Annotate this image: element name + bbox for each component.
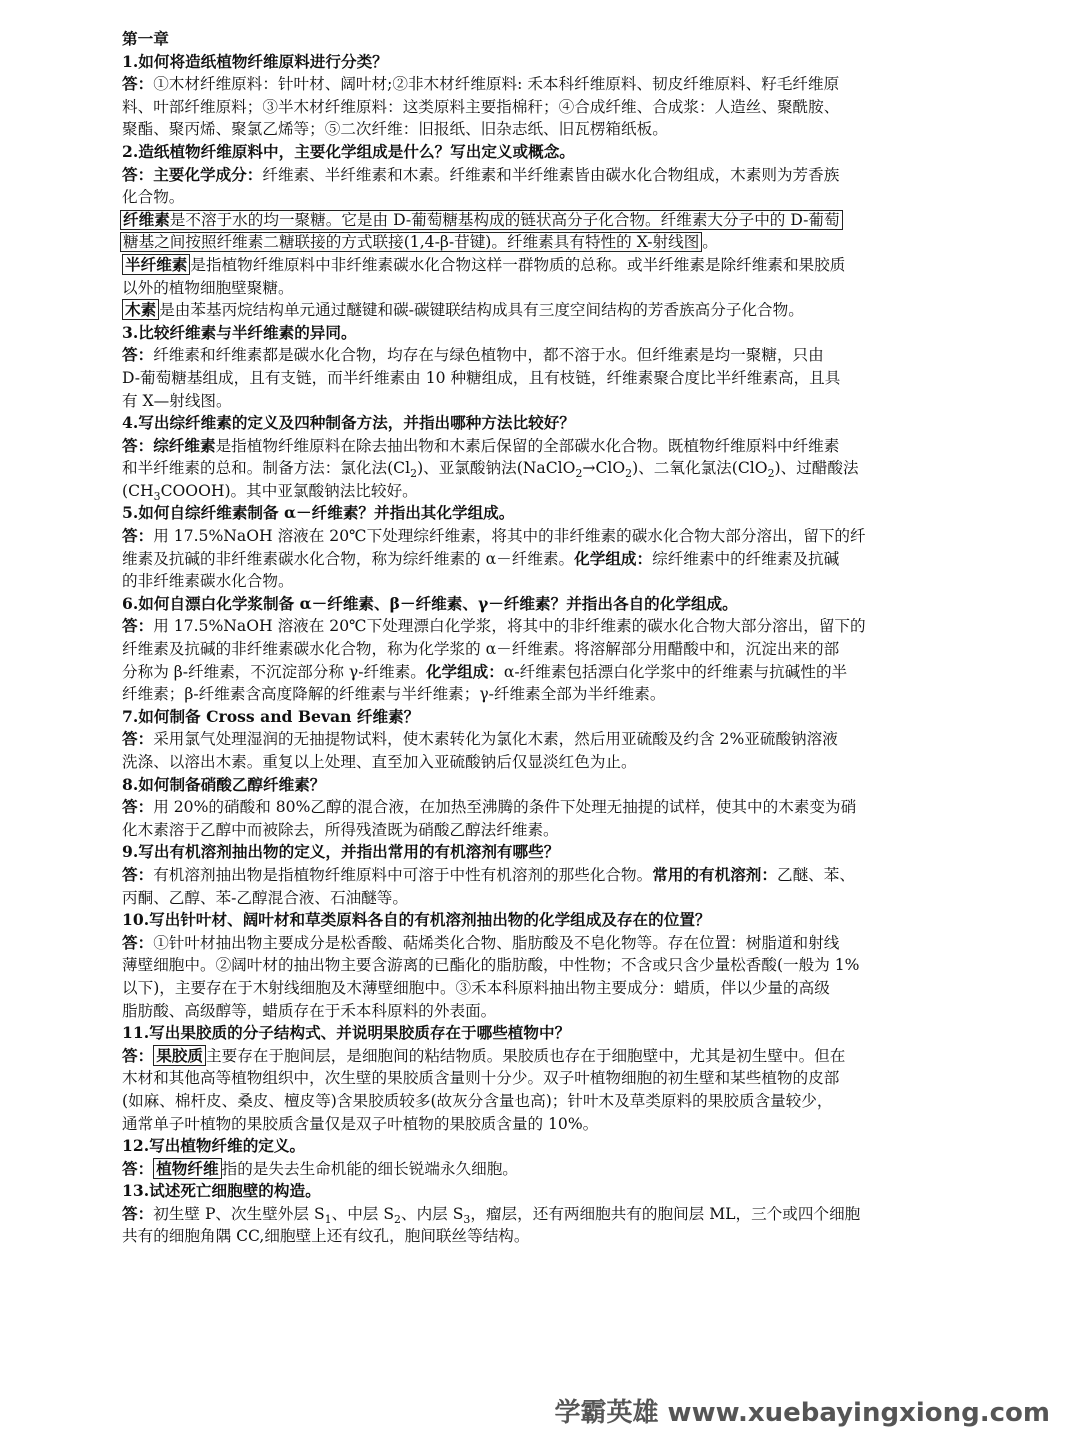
document-body bbox=[122, 28, 964, 1248]
chapter-title: 第一章 bbox=[122, 29, 169, 48]
term-lignin: 木素 bbox=[122, 299, 159, 320]
question-2: 2.造纸植物纤维原料中，主要化学组成是什么？写出定义或概念。 bbox=[122, 141, 575, 161]
question-1: 1.如何将造纸植物纤维原料进行分类？ bbox=[122, 51, 388, 71]
question-10: 10.写出针叶材、阔叶材和草类原料各自的有机溶剂抽出物的化学组成及存在的位置？ bbox=[122, 910, 711, 930]
answer-11-line-1 bbox=[122, 1045, 964, 1068]
answer-1-line-1 bbox=[122, 73, 964, 96]
answer-4-line-1 bbox=[122, 435, 964, 458]
answer-text: 初生壁 P、次生壁外层 S bbox=[153, 1204, 325, 1223]
answer-text: (CH bbox=[122, 481, 154, 500]
answer-11-line-4: 通常单子叶植物的果胶质含量仅是双子叶植物的果胶质含量的 10%。 bbox=[122, 1114, 599, 1133]
hemicellulose-definition-line-1 bbox=[122, 254, 964, 277]
subscript: 2 bbox=[625, 467, 633, 481]
answer-2-line-1 bbox=[122, 164, 964, 187]
answer-text: 和半纤维素的总和。制备方法：氯化法(Cl bbox=[122, 459, 411, 478]
answer-text: 乙醚、苯、 bbox=[776, 865, 855, 884]
answer-6-line-4: 纤维素；β-纤维素含高度降解的纤维素与半纤维素；γ-纤维素全部为半纤维素。 bbox=[122, 685, 666, 704]
answer-text: 用 20%的硝酸和 80%乙醇的混合液，在加热至沸腾的条件下处理无抽提的试样，使其中的木素变为硝 bbox=[153, 798, 857, 817]
answer-13-line-2: 共有的细胞角隅 CC,细胞壁上还有纹孔，胞间联丝等结构。 bbox=[122, 1227, 530, 1246]
question-5: 5.如何自综纤维素制备 α－纤维素？并指出其化学组成。 bbox=[122, 503, 515, 523]
answer-label: 答： bbox=[122, 932, 154, 952]
answer-1-line-2: 料、叶部纤维原料；③半木材纤维原料：这类原料主要指棉秆；④合成纤维、合成浆：人造丝、聚酰胺、 bbox=[122, 97, 840, 116]
answer-6-line-2: 纤维素及抗碱的非纤维素碳水化合物，称为化学浆的 α－纤维素。将溶解部分用醋酸中和，沉淀出来的部 bbox=[122, 640, 840, 659]
cellulose-text: 糖基之间按照纤维素二糖联接的方式联接(1,4-β-苷键)。纤维素具有特性的 X-射线图 bbox=[123, 233, 700, 252]
answer-13-line-1 bbox=[122, 1203, 964, 1226]
answer-text: 采用氯气处理湿润的无抽提物试料，使木素转化为氯化木素，然后用亚硫酸及约含 2%亚硫酸钠溶液 bbox=[153, 730, 838, 749]
answer-9-line-2: 丙酮、乙醇、苯-乙醇混合液、石油醚等。 bbox=[122, 888, 408, 907]
answer-12-line-1 bbox=[122, 1158, 964, 1181]
answer-7-line-1 bbox=[122, 728, 964, 751]
answer-label: 答： bbox=[122, 1158, 154, 1178]
answer-text: 用 17.5%NaOH 溶液在 20℃下处理漂白化学浆，将其中的非纤维素的碳水化合物大部分溶出，留下的 bbox=[153, 617, 866, 636]
answer-10-line-2: 薄壁细胞中。②阔叶材的抽出物主要含游离的已酯化的脂肪酸，中性物；不含或只含少量松香酸(一般为 1% bbox=[122, 956, 860, 975]
question-7: 7.如何制备 Cross and Bevan 纤维素？ bbox=[122, 706, 420, 726]
cellulose-text: 是不溶于水的均一聚糖。它是由 D-葡萄糖基构成的链状高分子化合物。纤维素大分子中的 D-葡萄 bbox=[169, 210, 840, 229]
answer-label: 答：综纤维素 bbox=[122, 435, 216, 455]
answer-5-line-3: 的非纤维素碳水化合物。 bbox=[122, 572, 294, 591]
answer-text: )、过醋酸法 bbox=[774, 459, 859, 478]
answer-label: 答： bbox=[122, 1045, 154, 1065]
question-12: 12.写出植物纤维的定义。 bbox=[122, 1136, 306, 1156]
answer-text: 纤维素、半纤维素和木素。纤维素和半纤维素皆由碳水化合物组成，木素则为芳香族 bbox=[262, 165, 840, 184]
subscript: 2 bbox=[394, 1212, 401, 1226]
answer-text: 有机溶剂抽出物是指植物纤维原料中可溶于中性有机溶剂的那些化合物。 bbox=[153, 865, 653, 884]
answer-10-line-3: 以下)，主要存在于木射线细胞及木薄壁细胞中。③禾本科原料抽出物主要成分：蜡质，伴以少量的高级 bbox=[122, 978, 830, 997]
question-6: 6.如何自漂白化学浆制备 α－纤维素、β－纤维素、γ－纤维素？并指出各自的化学组成。 bbox=[122, 593, 738, 613]
answer-10-line-1 bbox=[122, 932, 964, 955]
answer-1-line-3: 聚酯、聚丙烯、聚氯乙烯等；⑤二次纤维：旧报纸、旧杂志纸、旧瓦楞箱纸板。 bbox=[122, 120, 668, 139]
answer-label: 答： bbox=[122, 616, 154, 636]
question-11: 11.写出果胶质的分子结构式、并说明果胶质存在于哪些植物中？ bbox=[122, 1023, 571, 1043]
cellulose-definition-line-2 bbox=[122, 231, 964, 254]
answer-text: ①木材纤维原料：针叶材、阔叶材;②非木材纤维原料: 禾本科纤维原料、韧皮纤维原料、籽毛纤维原 bbox=[153, 75, 840, 94]
answer-text: 维素及抗碱的非纤维素碳水化合物，称为综纤维素的 α－纤维素。 bbox=[122, 549, 575, 568]
answer-6-line-1 bbox=[122, 615, 964, 638]
answer-9-line-1 bbox=[122, 864, 964, 887]
answer-10-line-4: 脂肪酸、高级醇等，蜡质存在于禾本科原料的外表面。 bbox=[122, 1001, 497, 1020]
term-pectin: 果胶质 bbox=[153, 1045, 206, 1066]
answer-label: 答：主要化学成分： bbox=[122, 164, 263, 184]
answer-5-line-2 bbox=[122, 548, 964, 571]
answer-11-line-2: 木材和其他高等植物组织中，次生壁的果胶质含量则十分少。双子叶植物细胞的初生壁和某些植物的皮部 bbox=[122, 1069, 840, 1088]
answer-text: 主要存在于胞间层，是细胞间的粘结物质。果胶质也存在于细胞壁中，尤其是初生壁中。但在 bbox=[206, 1046, 846, 1065]
hemicellulose-definition-line-2: 以外的植物细胞壁聚糖。 bbox=[122, 278, 294, 297]
answer-text: 综纤维素中的纤维素及抗碱 bbox=[652, 549, 840, 568]
chemical-composition-label: 化学组成： bbox=[574, 548, 653, 568]
answer-text: 纤维素和纤维素都是碳水化合物，均存在与绿色植物中，都不溶于水。但纤维素是均一聚糖，只由 bbox=[153, 346, 824, 365]
answer-label: 答： bbox=[122, 526, 154, 546]
answer-4-line-2 bbox=[122, 457, 964, 480]
question-8: 8.如何制备硝酸乙醇纤维素？ bbox=[122, 774, 326, 794]
answer-text: )、亚氯酸钠法(NaClO bbox=[417, 459, 576, 478]
question-13: 13.试述死亡细胞壁的构造。 bbox=[122, 1181, 321, 1201]
subscript: 3 bbox=[463, 1212, 471, 1226]
term-hemicellulose: 半纤维素 bbox=[122, 254, 190, 275]
answer-text: 、内层 S bbox=[400, 1204, 464, 1223]
answer-3-line-1 bbox=[122, 344, 964, 367]
answer-label: 答： bbox=[122, 797, 154, 817]
answer-text: →ClO bbox=[582, 459, 626, 478]
answer-label: 答： bbox=[122, 1203, 154, 1223]
subscript: 2 bbox=[410, 467, 418, 481]
answer-text: 指的是失去生命机能的细长锐端永久细胞。 bbox=[221, 1159, 518, 1178]
answer-text: 是指植物纤维原料在除去抽出物和木素后保留的全部碳水化合物。既植物纤维原料中纤维素 bbox=[215, 436, 840, 455]
subscript: 2 bbox=[767, 467, 775, 481]
term-plant-fiber: 植物纤维 bbox=[153, 1158, 221, 1179]
answer-text: 、中层 S bbox=[331, 1204, 395, 1223]
site-watermark: 学霸英雄 www.xuebayingxiong.com bbox=[554, 1398, 1050, 1428]
answer-6-line-3 bbox=[122, 661, 964, 684]
cellulose-definition-box bbox=[120, 232, 702, 252]
answer-text: ①针叶材抽出物主要成分是松香酸、萜烯类化合物、脂肪酸及不皂化物等。存在位置：树脂道和射线 bbox=[153, 933, 840, 952]
answer-text: 分称为 β-纤维素，不沉淀部分称 γ-纤维素。 bbox=[122, 662, 426, 681]
answer-label: 答： bbox=[122, 729, 154, 749]
answer-text: α-纤维素包括漂白化学浆中的纤维素与抗碱性的半 bbox=[503, 662, 848, 681]
answer-8-line-1 bbox=[122, 796, 964, 819]
hemicellulose-text: 是指植物纤维原料中非纤维素碳水化合物这样一群物质的总称。或半纤维素是除纤维素和果胶质 bbox=[190, 255, 846, 274]
common-solvents-label: 常用的有机溶剂： bbox=[652, 864, 777, 884]
answer-4-line-3 bbox=[122, 480, 964, 503]
answer-label: 答： bbox=[122, 864, 154, 884]
subscript: 3 bbox=[153, 489, 161, 503]
question-9: 9.写出有机溶剂抽出物的定义，并指出常用的有机溶剂有哪些？ bbox=[122, 842, 560, 862]
question-3: 3.比较纤维素与半纤维素的异同。 bbox=[122, 322, 357, 342]
answer-text: ，瘤层，还有两细胞共有的胞间层 ML，三个或四个细胞 bbox=[470, 1204, 861, 1223]
answer-text: 用 17.5%NaOH 溶液在 20℃下处理综纤维素，将其中的非纤维素的碳水化合物大部分溶出，留下的纤 bbox=[153, 527, 866, 546]
subscript: 1 bbox=[324, 1212, 332, 1226]
answer-8-line-2: 化木素溶于乙醇中而被除去，所得残渣既为硝酸乙醇法纤维素。 bbox=[122, 820, 559, 839]
answer-2-line-2: 化合物。 bbox=[122, 188, 185, 207]
lignin-text: 是由苯基丙烷结构单元通过醚键和碳-碳键联结构成具有三度空间结构的芳香族高分子化合物。 bbox=[159, 301, 804, 320]
question-4: 4.写出综纤维素的定义及四种制备方法，并指出哪种方法比较好？ bbox=[122, 413, 575, 433]
subscript: 2 bbox=[575, 467, 583, 481]
answer-label: 答： bbox=[122, 345, 154, 365]
answer-label: 答： bbox=[122, 74, 154, 94]
answer-3-line-3: 有 X—射线图。 bbox=[122, 391, 232, 410]
punctuation: 。 bbox=[702, 233, 718, 252]
answer-11-line-3: (如麻、棉杆皮、桑皮、檀皮等)含果胶质较多(故灰分含量也高)；针叶木及草类原料的果胶质含量较少， bbox=[122, 1091, 833, 1110]
cellulose-definition-line-1 bbox=[122, 209, 964, 232]
answer-3-line-2: D-葡萄糖基组成，且有支链，而半纤维素由 10 种糖组成，且有枝链，纤维素聚合度比半纤维素高，且具 bbox=[122, 368, 841, 387]
term-cellulose: 纤维素 bbox=[123, 209, 170, 229]
lignin-definition bbox=[122, 299, 964, 322]
cellulose-definition-box bbox=[120, 210, 843, 230]
answer-7-line-2: 洗涤、以溶出木素。重复以上处理、直至加入亚硫酸钠后仅显淡红色为止。 bbox=[122, 753, 637, 771]
answer-text: )、二氧化氯法(ClO bbox=[632, 459, 768, 478]
answer-text: COOOH)。其中亚氯酸钠法比较好。 bbox=[160, 481, 418, 500]
chemical-composition-label: 化学组成： bbox=[425, 661, 504, 681]
answer-5-line-1 bbox=[122, 525, 964, 548]
